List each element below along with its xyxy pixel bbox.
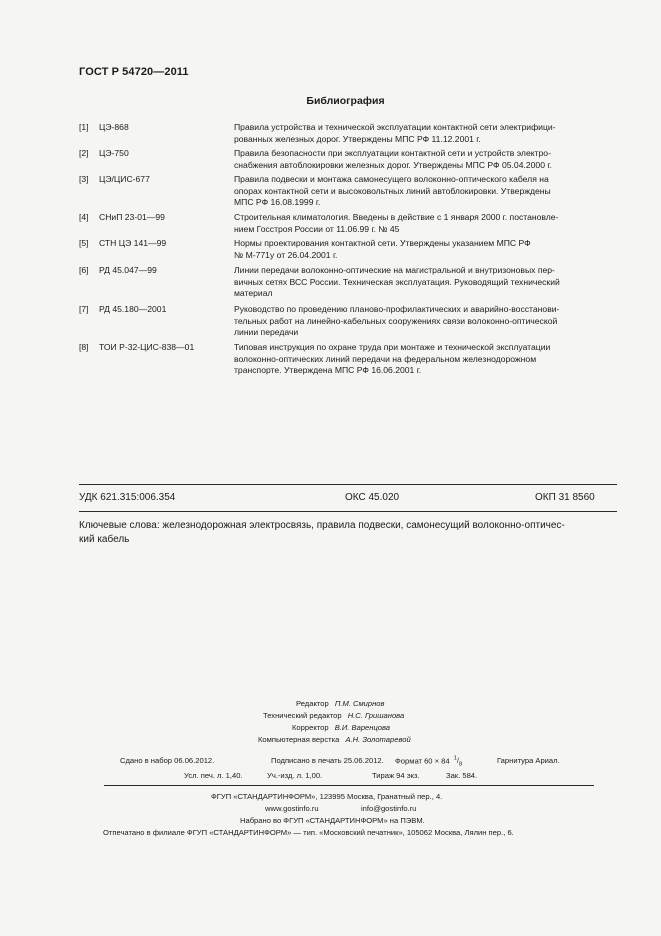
email-link[interactable]: info@gostinfo.ru: [361, 804, 417, 813]
typeset-note: Набрано во ФГУП «СТАНДАРТИНФОРМ» на ПЭВМ.: [240, 816, 425, 825]
item-number: [2]: [79, 148, 89, 158]
item-description: [234, 174, 615, 209]
item-description: [234, 238, 615, 261]
desc-line: нием Госстроя России от 11.06.99 г. № 45: [234, 223, 400, 234]
item-code: СНиП 23-01—99: [99, 212, 165, 222]
desc-line: рованных железных дорог. Утверждены МПС РФ 11.12.2001 г.: [234, 133, 481, 144]
desc-line: вичных сетях ВСС России. Техническая эксплуатация. Руководящий технический: [234, 276, 560, 287]
desc-line: Типовая инструкция по охране труда при монтаже и технической эксплуатации: [234, 342, 551, 352]
format-denominator: 8: [458, 761, 463, 768]
divider-top: [79, 484, 617, 485]
desc-line: Строительная климатология. Введены в действие с 1 января 2000 г. постановле-: [234, 212, 559, 222]
format: [395, 756, 462, 768]
format-numerator: 1: [453, 756, 458, 762]
font-name: Гарнитура Ариал.: [497, 756, 560, 765]
desc-line: № М-771у от 26.04.2001 г.: [234, 249, 338, 260]
item-number: [3]: [79, 174, 89, 184]
item-code: РД 45.180—2001: [99, 304, 167, 314]
item-number: [8]: [79, 342, 89, 352]
item-description: [234, 122, 615, 145]
item-number: [4]: [79, 212, 89, 222]
okp-code: ОКП 31 8560: [535, 492, 595, 503]
item-number: [7]: [79, 304, 89, 314]
website-link[interactable]: www.gostinfo.ru: [265, 804, 319, 813]
item-code: ЦЭ/ЦИС-677: [99, 174, 150, 184]
set-date: Сдано в набор 06.06.2012.: [120, 756, 215, 765]
item-code: СТН ЦЭ 141—99: [99, 238, 167, 248]
editor-label: Редактор: [296, 699, 329, 708]
desc-line: Руководство по проведению планово-профилактических и аварийно-восстанови-: [234, 304, 560, 314]
item-code: РД 45.047—99: [99, 265, 157, 275]
keywords-line: кий кабель: [79, 534, 130, 545]
desc-line: тельных работ на линейно-кабельных сооружениях связи волоконно-оптической: [234, 315, 558, 326]
item-description: [234, 304, 615, 339]
desc-line: Правила устройства и технической эксплуатации контактной сети электрифици-: [234, 122, 556, 132]
item-description: [234, 265, 615, 300]
publisher-address: ФГУП «СТАНДАРТИНФОРМ», 123995 Москва, Гранатный пер., 4.: [211, 792, 443, 801]
desc-line: транспорте. Утверждена МПС РФ 16.06.2001 г.: [234, 365, 422, 376]
item-number: [6]: [79, 265, 89, 275]
udk-code: УДК 621.315:006.354: [79, 492, 176, 503]
corrector-label: Корректор: [292, 723, 329, 732]
order-number: Зак. 584.: [446, 771, 478, 780]
item-description: [234, 342, 615, 377]
divider-bottom: [79, 511, 617, 512]
desc-line: волоконно-оптических линий передачи на федеральном железнодорожном: [234, 353, 537, 364]
item-description: [234, 212, 615, 235]
item-code: ЦЭ-868: [99, 122, 129, 132]
corrector-line: [292, 723, 390, 732]
tech-editor-line: [263, 711, 404, 720]
item-number: [5]: [79, 238, 89, 248]
desc-line: линии передачи: [234, 327, 299, 338]
desc-line: Правила безопасности при эксплуатации контактной сети и устройств электро-: [234, 148, 551, 158]
item-code: ТОИ Р-32-ЦИС-838—01: [99, 342, 195, 352]
item-code: ЦЭ-750: [99, 148, 129, 158]
item-number: [1]: [79, 122, 89, 132]
circulation: Тираж 94 экз.: [372, 771, 420, 780]
keywords-line: Ключевые слова: железнодорожная электросвязь, правила подвески, самонесущий волоконно-оптичес-: [79, 520, 565, 531]
desc-line: Нормы проектирования контактной сети. Утверждены указанием МПС РФ: [234, 238, 531, 248]
desc-line: снабжения автоблокировки железных дорог. Утверждены МПС РФ 05.04.2000 г.: [234, 159, 552, 170]
print-date: Подписано в печать 25.06.2012.: [271, 756, 384, 765]
editor-name: П.М. Смирнов: [334, 699, 385, 708]
oks-code: ОКС 45.020: [345, 492, 400, 503]
tech-editor-name: Н.С. Гришанова: [347, 711, 405, 720]
item-description: [234, 148, 615, 171]
editor-line: [296, 699, 385, 708]
pub-sheets: Уч.-изд. л. 1,00.: [267, 771, 323, 780]
format-fraction: $^1/_8$: [453, 756, 463, 768]
bibliography-title: Библиография: [306, 95, 385, 107]
corrector-name: В.И. Варенцова: [334, 723, 391, 732]
print-sheets: Усл. печ. л. 1,40.: [184, 771, 243, 780]
desc-line: МПС РФ 16.08.1999 г.: [234, 197, 321, 208]
layout-label: Компьютерная верстка: [258, 735, 340, 744]
format-label: Формат 60 × 84: [395, 756, 450, 766]
layout-name: А.Н. Золотаревой: [345, 735, 411, 744]
document-id: ГОСТ Р 54720—2011: [79, 66, 189, 78]
desc-line: Правила подвески и монтажа самонесущего волоконно-оптического кабеля на: [234, 174, 549, 184]
desc-line: опорах контактной сети и высоковольтных линий автоблокировки. Утверждены: [234, 185, 551, 196]
tech-editor-label: Технический редактор: [263, 711, 342, 720]
layout-line: [258, 735, 411, 744]
desc-line: материал: [234, 288, 273, 299]
desc-line: Линии передачи волоконно-оптические на магистральной и внутризоновых пер-: [234, 265, 555, 275]
colophon-divider: [104, 785, 594, 786]
keywords: [79, 519, 617, 547]
printed-note: Отпечатано в филиале ФГУП «СТАНДАРТИНФОРМ» — тип. «Московский печатник», 105062 Москва, Лялин пер., 6.: [103, 828, 514, 837]
